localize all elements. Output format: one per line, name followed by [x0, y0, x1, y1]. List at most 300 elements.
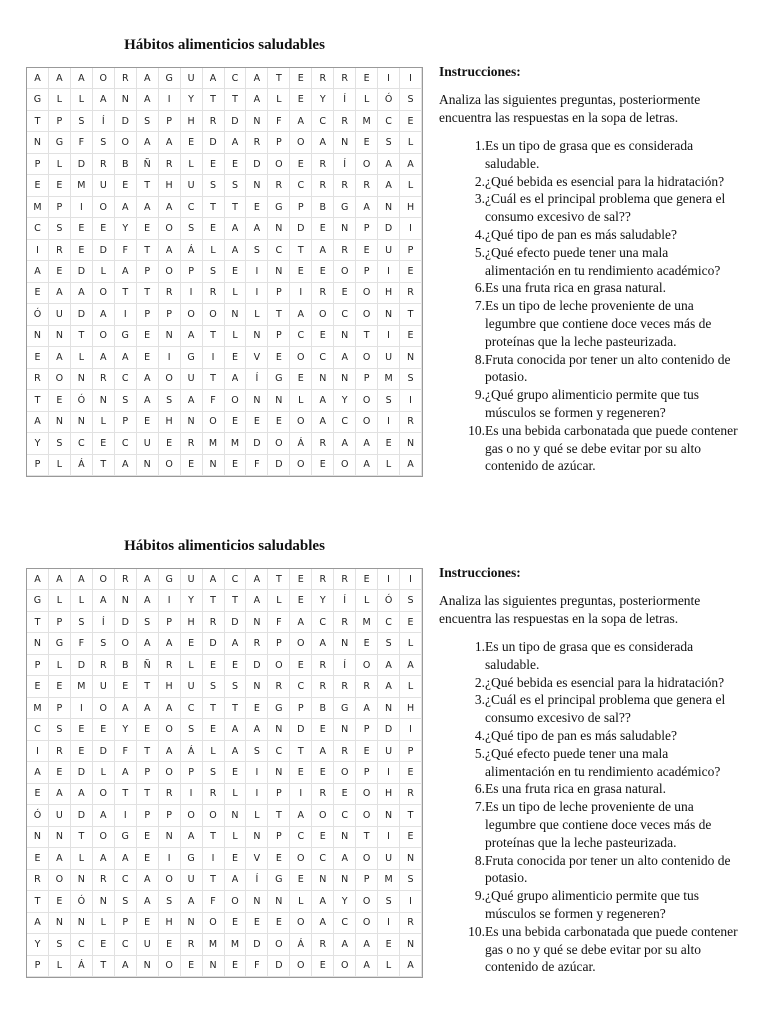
question-text: ¿Qué grupo alimenticio permite que tus músculos se formen y regeneren? — [485, 387, 700, 420]
grid-letter: S — [49, 719, 71, 740]
question-number: 8. — [474, 351, 485, 367]
grid-letter: Ó — [71, 390, 93, 411]
grid-letter: G — [268, 698, 290, 719]
grid-letter: A — [49, 784, 71, 805]
grid-letter: N — [334, 870, 356, 891]
grid-letter: C — [115, 934, 137, 955]
grid-letter: E — [356, 569, 378, 590]
grid-letter: E — [400, 261, 422, 282]
grid-letter: M — [356, 111, 378, 132]
question-item — [439, 852, 739, 888]
grid-letter: A — [159, 240, 181, 261]
grid-letter: F — [203, 891, 225, 912]
grid-letter: A — [225, 719, 247, 740]
grid-letter: S — [225, 676, 247, 697]
grid-letter: O — [49, 369, 71, 390]
grid-letter: A — [378, 175, 400, 196]
grid-letter: O — [203, 805, 225, 826]
grid-letter: B — [312, 698, 334, 719]
grid-letter: E — [290, 569, 312, 590]
question-number: 1. — [474, 138, 485, 153]
grid-letter: M — [27, 698, 49, 719]
grid-letter: I — [203, 848, 225, 869]
grid-letter: L — [49, 655, 71, 676]
grid-letter: O — [356, 347, 378, 368]
grid-letter: S — [378, 891, 400, 912]
grid-letter: T — [225, 197, 247, 218]
grid-letter: Í — [334, 89, 356, 110]
grid-letter: N — [334, 132, 356, 153]
grid-letter: O — [290, 633, 312, 654]
grid-letter: N — [268, 719, 290, 740]
grid-letter: G — [27, 89, 49, 110]
grid-letter: O — [268, 934, 290, 955]
grid-letter: A — [137, 633, 159, 654]
grid-letter: U — [181, 369, 203, 390]
grid-letter: P — [400, 741, 422, 762]
grid-letter: N — [49, 827, 71, 848]
grid-letter: O — [356, 848, 378, 869]
grid-letter: R — [400, 412, 422, 433]
grid-letter: A — [356, 455, 378, 476]
grid-letter: M — [71, 676, 93, 697]
grid-letter: O — [159, 956, 181, 977]
grid-letter: N — [49, 412, 71, 433]
grid-letter: S — [115, 390, 137, 411]
grid-letter: L — [378, 956, 400, 977]
grid-letter: A — [115, 197, 137, 218]
grid-letter: I — [400, 891, 422, 912]
grid-letter: M — [378, 369, 400, 390]
grid-letter: R — [246, 633, 268, 654]
grid-letter: A — [246, 590, 268, 611]
grid-letter: R — [356, 676, 378, 697]
grid-letter: D — [268, 455, 290, 476]
grid-letter: S — [49, 433, 71, 454]
grid-letter: N — [378, 197, 400, 218]
instructions-title: Instrucciones: — [439, 64, 521, 79]
grid-letter: O — [225, 390, 247, 411]
grid-letter: N — [246, 326, 268, 347]
grid-letter: E — [290, 655, 312, 676]
grid-letter: E — [312, 719, 334, 740]
grid-letter: N — [246, 390, 268, 411]
grid-letter: P — [159, 805, 181, 826]
grid-letter: A — [225, 240, 247, 261]
grid-letter: A — [49, 347, 71, 368]
grid-letter: N — [27, 827, 49, 848]
grid-letter: A — [27, 261, 49, 282]
grid-letter: A — [203, 68, 225, 89]
grid-letter: E — [137, 412, 159, 433]
grid-letter: L — [400, 676, 422, 697]
grid-letter: S — [137, 612, 159, 633]
grid-letter: S — [71, 111, 93, 132]
grid-letter: N — [159, 827, 181, 848]
grid-letter: E — [137, 848, 159, 869]
grid-letter: C — [290, 676, 312, 697]
grid-letter: S — [159, 390, 181, 411]
grid-letter: T — [225, 89, 247, 110]
grid-letter: B — [312, 197, 334, 218]
grid-letter: E — [27, 283, 49, 304]
grid-letter: P — [268, 827, 290, 848]
grid-letter: E — [203, 655, 225, 676]
grid-letter: C — [312, 612, 334, 633]
grid-letter: A — [159, 132, 181, 153]
grid-letter: N — [378, 698, 400, 719]
grid-letter: O — [334, 261, 356, 282]
grid-letter: T — [268, 304, 290, 325]
grid-letter: T — [27, 390, 49, 411]
grid-letter: O — [334, 956, 356, 977]
grid-letter: A — [356, 698, 378, 719]
grid-letter: S — [378, 633, 400, 654]
grid-letter: A — [181, 326, 203, 347]
question-item — [439, 351, 739, 387]
grid-letter: E — [312, 956, 334, 977]
grid-letter: M — [203, 934, 225, 955]
question-item — [439, 386, 739, 422]
grid-letter: I — [115, 304, 137, 325]
question-text: Es un tipo de leche proveniente de una legumbre que contiene doce veces más de proteínas que la leche pasteurizada. — [485, 799, 712, 850]
grid-letter: H — [159, 175, 181, 196]
grid-letter: Í — [93, 111, 115, 132]
grid-letter: A — [93, 347, 115, 368]
grid-letter: C — [312, 848, 334, 869]
grid-letter: A — [115, 261, 137, 282]
grid-letter: H — [400, 698, 422, 719]
grid-letter: T — [137, 283, 159, 304]
grid-letter: A — [27, 68, 49, 89]
grid-letter: A — [312, 240, 334, 261]
grid-letter: L — [49, 89, 71, 110]
grid-letter: A — [225, 218, 247, 239]
grid-letter: A — [312, 412, 334, 433]
grid-letter: N — [71, 913, 93, 934]
grid-letter: R — [400, 784, 422, 805]
grid-letter: D — [115, 612, 137, 633]
grid-letter: N — [246, 827, 268, 848]
grid-letter: S — [203, 261, 225, 282]
question-text: ¿Qué tipo de pan es más saludable? — [485, 727, 677, 743]
grid-letter: I — [290, 784, 312, 805]
grid-letter: R — [312, 676, 334, 697]
grid-letter: R — [203, 612, 225, 633]
grid-letter: E — [312, 827, 334, 848]
grid-letter: E — [203, 218, 225, 239]
grid-letter: T — [115, 283, 137, 304]
grid-letter: O — [356, 805, 378, 826]
grid-letter: A — [312, 891, 334, 912]
grid-letter: S — [400, 369, 422, 390]
grid-letter: A — [137, 891, 159, 912]
grid-letter: L — [71, 848, 93, 869]
grid-letter: Ñ — [137, 655, 159, 676]
grid-letter: E — [71, 741, 93, 762]
grid-letter: A — [181, 891, 203, 912]
grid-letter: O — [268, 433, 290, 454]
grid-letter: Á — [290, 433, 312, 454]
grid-letter: E — [400, 612, 422, 633]
grid-letter: R — [27, 369, 49, 390]
grid-letter: I — [378, 762, 400, 783]
grid-letter: P — [137, 762, 159, 783]
grid-letter: S — [203, 175, 225, 196]
grid-letter: A — [356, 433, 378, 454]
grid-letter: N — [268, 261, 290, 282]
grid-letter: G — [49, 132, 71, 153]
grid-letter: A — [312, 390, 334, 411]
grid-letter: N — [334, 326, 356, 347]
grid-letter: A — [159, 197, 181, 218]
grid-letter: P — [356, 218, 378, 239]
grid-letter: O — [290, 848, 312, 869]
question-number: 7. — [474, 298, 485, 314]
grid-letter: C — [290, 827, 312, 848]
grid-letter: R — [203, 111, 225, 132]
grid-letter: O — [290, 412, 312, 433]
grid-letter: T — [115, 784, 137, 805]
grid-letter: E — [49, 891, 71, 912]
grid-letter: O — [334, 762, 356, 783]
grid-letter: N — [334, 719, 356, 740]
grid-letter: A — [27, 412, 49, 433]
grid-letter: I — [181, 784, 203, 805]
grid-letter: A — [400, 154, 422, 175]
grid-letter: C — [290, 326, 312, 347]
grid-letter: I — [400, 218, 422, 239]
grid-letter: A — [137, 698, 159, 719]
grid-letter: R — [312, 784, 334, 805]
grid-letter: E — [137, 913, 159, 934]
grid-letter: O — [268, 655, 290, 676]
question-text: ¿Cuál es el principal problema que genera el consumo excesivo de sal?? — [485, 692, 726, 726]
grid-letter: E — [137, 347, 159, 368]
grid-letter: P — [49, 197, 71, 218]
question-text: Fruta conocida por tener un alto contenido de potasio. — [485, 852, 731, 886]
grid-letter: E — [159, 934, 181, 955]
grid-letter: A — [115, 698, 137, 719]
grid-letter: E — [312, 455, 334, 476]
grid-letter: E — [246, 698, 268, 719]
grid-letter: Y — [27, 433, 49, 454]
grid-letter: E — [93, 719, 115, 740]
grid-letter: A — [246, 89, 268, 110]
grid-letter: N — [203, 455, 225, 476]
grid-letter: E — [225, 762, 247, 783]
grid-letter: B — [115, 655, 137, 676]
instructions-text: Analiza las siguientes preguntas, posteriormente encuentra las respuestas en la sopa de letras. — [439, 593, 701, 626]
grid-letter: R — [181, 934, 203, 955]
grid-letter: E — [137, 719, 159, 740]
grid-letter: S — [137, 111, 159, 132]
question-number: 9. — [474, 888, 485, 904]
grid-letter: O — [225, 891, 247, 912]
grid-letter: Y — [181, 590, 203, 611]
grid-letter: R — [268, 175, 290, 196]
grid-letter: I — [378, 569, 400, 590]
grid-letter: N — [334, 827, 356, 848]
grid-letter: S — [49, 934, 71, 955]
grid-letter: P — [268, 132, 290, 153]
grid-letter: L — [225, 784, 247, 805]
grid-letter: E — [290, 154, 312, 175]
grid-letter: A — [93, 89, 115, 110]
grid-letter: D — [71, 805, 93, 826]
grid-letter: I — [159, 347, 181, 368]
question-text: Es un tipo de grasa que es considerada saludable. — [485, 138, 694, 171]
grid-letter: N — [181, 913, 203, 934]
grid-letter: F — [71, 633, 93, 654]
grid-letter: A — [225, 741, 247, 762]
grid-letter: F — [246, 956, 268, 977]
grid-letter: N — [93, 390, 115, 411]
grid-letter: C — [378, 111, 400, 132]
grid-letter: L — [181, 655, 203, 676]
grid-letter: E — [378, 433, 400, 454]
grid-letter: T — [71, 827, 93, 848]
grid-letter: E — [115, 676, 137, 697]
grid-letter: O — [290, 132, 312, 153]
grid-letter: T — [268, 68, 290, 89]
grid-letter: L — [378, 455, 400, 476]
grid-letter: N — [400, 433, 422, 454]
question-item — [439, 691, 739, 727]
grid-letter: U — [49, 304, 71, 325]
grid-letter: M — [225, 934, 247, 955]
question-item — [439, 923, 739, 976]
question-number: 2. — [474, 173, 485, 189]
grid-letter: L — [93, 762, 115, 783]
grid-letter: C — [115, 369, 137, 390]
grid-letter: O — [268, 154, 290, 175]
grid-letter: R — [334, 240, 356, 261]
grid-letter: A — [400, 956, 422, 977]
grid-letter: R — [312, 175, 334, 196]
grid-letter: A — [27, 762, 49, 783]
question-item — [439, 279, 739, 297]
grid-letter: E — [27, 784, 49, 805]
grid-letter: L — [71, 347, 93, 368]
grid-letter: Á — [290, 934, 312, 955]
grid-letter: N — [334, 369, 356, 390]
grid-letter: P — [181, 261, 203, 282]
grid-letter: C — [27, 218, 49, 239]
grid-letter: A — [27, 913, 49, 934]
grid-letter: L — [49, 956, 71, 977]
grid-letter: I — [378, 412, 400, 433]
grid-letter: G — [49, 633, 71, 654]
grid-letter: D — [115, 111, 137, 132]
grid-letter: T — [203, 369, 225, 390]
grid-letter: N — [115, 590, 137, 611]
grid-letter: P — [356, 719, 378, 740]
grid-letter: E — [225, 347, 247, 368]
grid-letter: E — [225, 261, 247, 282]
grid-letter: I — [378, 326, 400, 347]
grid-letter: O — [203, 913, 225, 934]
grid-letter: O — [356, 913, 378, 934]
grid-letter: N — [49, 913, 71, 934]
grid-letter: R — [203, 283, 225, 304]
grid-letter: Ó — [378, 89, 400, 110]
grid-letter: I — [203, 347, 225, 368]
grid-letter: E — [181, 132, 203, 153]
grid-letter: I — [71, 197, 93, 218]
grid-letter: E — [93, 218, 115, 239]
grid-letter: R — [334, 676, 356, 697]
grid-letter: D — [246, 655, 268, 676]
grid-letter: Y — [334, 390, 356, 411]
grid-letter: S — [93, 132, 115, 153]
grid-letter: E — [159, 433, 181, 454]
grid-letter: U — [181, 175, 203, 196]
grid-letter: C — [334, 412, 356, 433]
grid-letter: U — [378, 848, 400, 869]
grid-letter: S — [225, 175, 247, 196]
grid-letter: U — [137, 433, 159, 454]
grid-letter: R — [159, 655, 181, 676]
grid-letter: O — [93, 784, 115, 805]
grid-letter: O — [290, 956, 312, 977]
grid-letter: O — [159, 719, 181, 740]
grid-letter: O — [356, 154, 378, 175]
grid-letter: A — [181, 827, 203, 848]
grid-letter: N — [137, 455, 159, 476]
grid-letter: R — [159, 283, 181, 304]
grid-letter: T — [268, 805, 290, 826]
grid-letter: F — [115, 240, 137, 261]
grid-letter: T — [27, 891, 49, 912]
grid-letter: O — [334, 455, 356, 476]
grid-letter: R — [93, 369, 115, 390]
grid-letter: U — [378, 240, 400, 261]
grid-letter: N — [268, 390, 290, 411]
grid-letter: P — [115, 913, 137, 934]
grid-letter: R — [334, 68, 356, 89]
grid-letter: N — [225, 805, 247, 826]
grid-letter: C — [181, 197, 203, 218]
grid-letter: I — [400, 68, 422, 89]
grid-letter: E — [356, 68, 378, 89]
grid-letter: M — [225, 433, 247, 454]
grid-letter: N — [268, 891, 290, 912]
grid-letter: T — [137, 784, 159, 805]
worksheet-1 — [0, 0, 768, 500]
grid-letter: R — [334, 175, 356, 196]
grid-letter: E — [225, 412, 247, 433]
grid-letter: P — [27, 154, 49, 175]
grid-letter: U — [181, 569, 203, 590]
grid-letter: O — [159, 455, 181, 476]
grid-letter: L — [93, 913, 115, 934]
grid-letter: O — [356, 655, 378, 676]
grid-letter: E — [334, 283, 356, 304]
grid-letter: H — [159, 676, 181, 697]
grid-letter: L — [356, 590, 378, 611]
grid-letter: E — [71, 240, 93, 261]
grid-letter: C — [181, 698, 203, 719]
grid-letter: O — [181, 304, 203, 325]
grid-letter: N — [400, 347, 422, 368]
grid-letter: H — [181, 612, 203, 633]
grid-letter: I — [27, 240, 49, 261]
grid-letter: A — [115, 956, 137, 977]
instructions-text: Analiza las siguientes preguntas, posteriormente encuentra las respuestas en la sopa de letras. — [439, 92, 701, 125]
grid-letter: D — [268, 956, 290, 977]
grid-letter: R — [159, 784, 181, 805]
